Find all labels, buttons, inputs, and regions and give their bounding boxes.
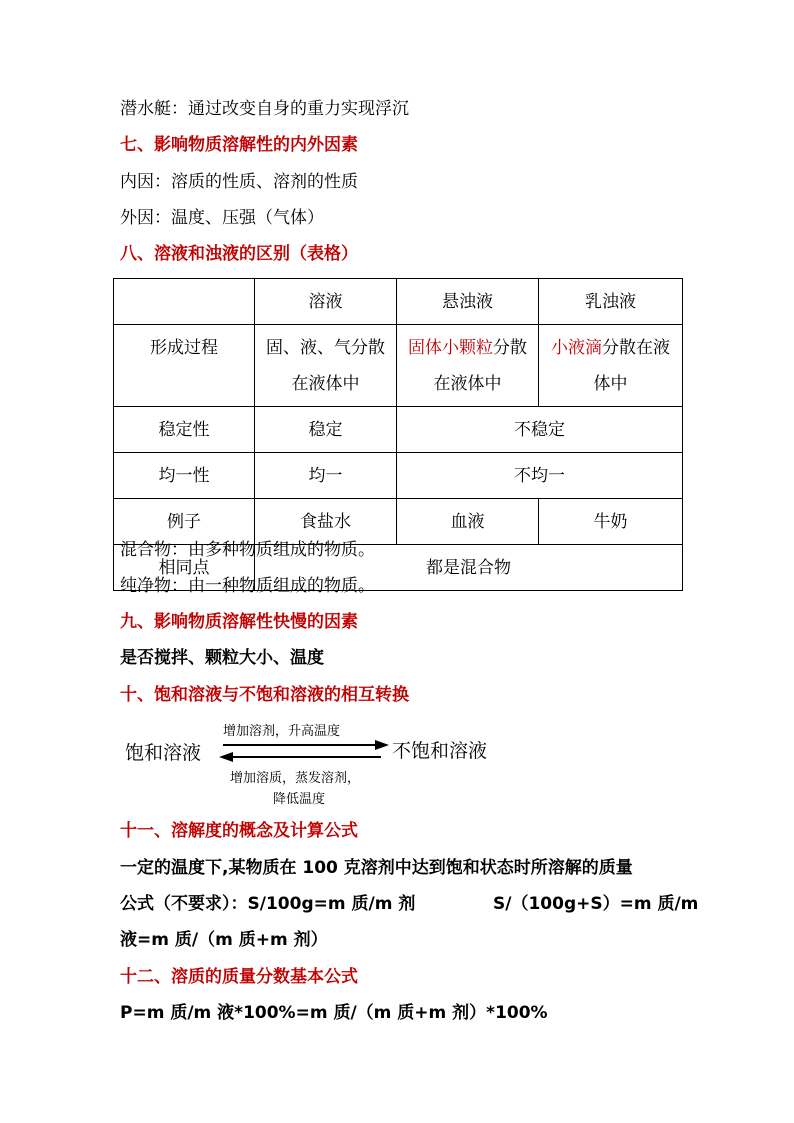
bottom-condition-label-2: 降低温度 [273, 792, 326, 807]
mixture-definition: 混合物：由多种物质组成的物质。 [120, 540, 375, 560]
table-row [114, 325, 683, 407]
table-header-cell: 乳浊液 [539, 279, 683, 325]
table-cell: 都是混合物 [255, 545, 683, 591]
table-header-cell: 悬浊液 [397, 279, 539, 325]
table-cell [539, 325, 683, 407]
solubility-formula-a: 公式（不要求）：S/100g=m 质/m 剂 [120, 894, 416, 914]
conversion-arrows [115, 714, 515, 814]
conversion-diagram [115, 714, 515, 814]
saturated-solution-label: 饱和溶液 [125, 742, 202, 764]
table-cell: 食盐水 [255, 499, 397, 545]
table-header-cell: 溶液 [255, 279, 397, 325]
highlight-text: 固体小颗粒 [408, 338, 493, 358]
speed-factors-line: 是否搅拌、颗粒大小、温度 [120, 648, 324, 668]
table-cell [397, 325, 539, 407]
section-7-heading: 七、影响物质溶解性的内外因素 [120, 135, 358, 155]
section-12-heading: 十二、溶质的质量分数基本公式 [120, 967, 358, 987]
solubility-definition: 一定的温度下,某物质在 100 克溶剂中达到饱和状态时所溶解的质量 [120, 858, 633, 878]
solubility-formula-c: 液=m 质/（m 质+m 剂） [120, 930, 328, 950]
row-label-formation: 形成过程 [114, 325, 255, 407]
section-10-heading: 十、饱和溶液与不饱和溶液的相互转换 [120, 685, 409, 705]
section-11-heading: 十一、溶解度的概念及计算公式 [120, 821, 358, 841]
table-cell: 牛奶 [539, 499, 683, 545]
row-label-stability: 稳定性 [114, 407, 255, 453]
table-cell: 血液 [397, 499, 539, 545]
external-factors-line: 外因：温度、压强（气体） [120, 208, 324, 228]
backward-arrow-head [219, 752, 233, 762]
table-row [114, 407, 683, 453]
row-label-examples: 例子 [114, 499, 255, 545]
internal-factors-line: 内因：溶质的性质、溶剂的性质 [120, 172, 358, 192]
top-condition-label: 增加溶剂，升高温度 [223, 724, 341, 739]
unsaturated-solution-label: 不饱和溶液 [392, 740, 488, 762]
table-cell: 固、液、气分散在液体中 [255, 325, 397, 407]
section-9-heading: 九、影响物质溶解性快慢的因素 [120, 612, 358, 632]
solubility-formula-b: S/（100g+S）=m 质/m [493, 894, 699, 914]
pure-substance-definition: 纯净物：由一种物质组成的物质。 [120, 576, 375, 596]
cell-text: 分散在液体中 [433, 338, 527, 394]
row-label-uniformity: 均一性 [114, 453, 255, 499]
submarine-line: 潜水艇：通过改变自身的重力实现浮沉 [120, 99, 409, 119]
table-cell: 不稳定 [397, 407, 683, 453]
table-row [114, 279, 683, 325]
table-row [114, 499, 683, 545]
highlight-text: 小液滴 [551, 338, 602, 358]
table-header-cell [114, 279, 255, 325]
table-row [114, 453, 683, 499]
section-8-heading: 八、溶液和浊液的区别（表格） [120, 244, 358, 264]
forward-arrow-head [375, 740, 389, 750]
row-label-common: 相同点 [114, 545, 255, 591]
table-cell: 不均一 [397, 453, 683, 499]
mass-fraction-formula: P=m 质/m 液*100%=m 质/（m 质+m 剂）*100% [120, 1003, 548, 1023]
table-cell: 均一 [255, 453, 397, 499]
bottom-condition-label: 增加溶质，蒸发溶剂， [230, 771, 361, 786]
cell-text: 分散在液体中 [593, 338, 670, 394]
table-cell: 稳定 [255, 407, 397, 453]
